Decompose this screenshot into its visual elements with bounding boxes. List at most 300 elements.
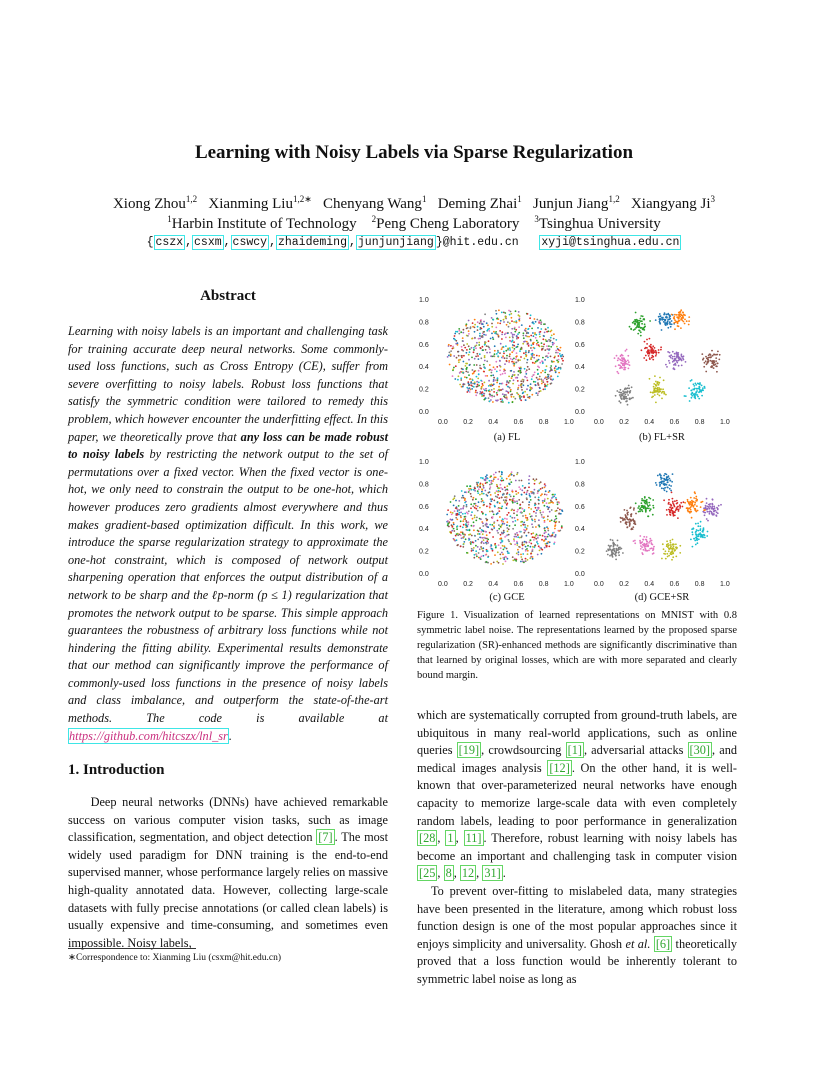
citation-link[interactable]: [25 (419, 866, 436, 881)
scatter-point (522, 548, 524, 550)
scatter-point (514, 544, 516, 546)
scatter-point (519, 320, 521, 322)
scatter-point (515, 346, 517, 348)
scatter-point (449, 364, 451, 366)
scatter-point (478, 344, 480, 346)
scatter-point (711, 362, 713, 364)
scatter-point (544, 487, 546, 489)
citation-link[interactable]: 11] (465, 831, 482, 846)
scatter-point (521, 389, 523, 391)
scatter-point (644, 348, 646, 350)
scatter-point (519, 395, 521, 397)
scatter-point (511, 320, 513, 322)
scatter-point (528, 532, 530, 534)
scatter-point (492, 536, 494, 538)
scatter-point (533, 323, 535, 325)
scatter-point (681, 317, 683, 319)
email-link[interactable]: junjunjiang (357, 236, 434, 249)
scatter-point (659, 395, 661, 397)
scatter-point (479, 548, 481, 550)
scatter-point (490, 563, 492, 565)
scatter-point (522, 381, 524, 383)
scatter-point (671, 323, 673, 325)
scatter-point (548, 374, 550, 376)
scatter-point (626, 517, 628, 519)
scatter-point (693, 396, 695, 398)
scatter-point (512, 528, 514, 530)
scatter-point (506, 384, 508, 386)
scatter-point (503, 353, 505, 355)
scatter-point (644, 326, 646, 328)
scatter-point (450, 354, 452, 356)
code-link[interactable]: https://github.com/hitcszx/lnl_sr (69, 728, 228, 743)
scatter-point (494, 554, 496, 556)
scatter-point (484, 390, 486, 392)
scatter-point (473, 557, 475, 559)
scatter-point (509, 483, 511, 485)
scatter-point (633, 507, 635, 509)
citation-link[interactable]: [19] (458, 743, 480, 758)
scatter-point (458, 514, 460, 516)
scatter-point (646, 499, 648, 501)
scatter-point (659, 377, 661, 379)
citation-link[interactable]: 8 (445, 866, 452, 881)
scatter-point (466, 391, 468, 393)
scatter-point (612, 549, 614, 551)
scatter-point (468, 330, 470, 332)
citation-link[interactable]: [30] (689, 743, 711, 758)
scatter-point (559, 509, 561, 511)
email-link[interactable]: zhaideming (277, 236, 347, 249)
scatter-point (558, 355, 560, 357)
scatter-point (627, 404, 629, 406)
scatter-point (672, 507, 674, 509)
scatter-point (482, 391, 484, 393)
scatter-point (661, 329, 663, 331)
scatter-point (469, 351, 471, 353)
scatter-point (524, 358, 526, 360)
scatter-point (479, 353, 481, 355)
scatter-point (498, 309, 500, 311)
citation-link[interactable]: 31] (484, 866, 501, 881)
scatter-point (493, 395, 495, 397)
citation-link[interactable]: [6] (655, 936, 671, 951)
scatter-point (462, 384, 464, 386)
scatter-point (532, 536, 534, 538)
scatter-point (540, 372, 542, 374)
scatter-point (679, 357, 681, 359)
scatter-point (659, 388, 661, 390)
scatter-point (663, 478, 665, 480)
author: Xiangyang Ji (630, 196, 711, 212)
scatter-point (535, 392, 537, 394)
scatter-point (501, 399, 503, 401)
scatter-point (448, 521, 450, 523)
scatter-point (537, 543, 539, 545)
scatter-point (463, 541, 465, 543)
scatter-point (509, 354, 511, 356)
scatter-point (495, 379, 497, 381)
scatter-point (516, 511, 518, 513)
scatter-point (672, 498, 674, 500)
scatter-point (678, 325, 680, 327)
scatter-point (666, 317, 668, 319)
scatter-point (619, 547, 621, 549)
scatter-point (527, 359, 529, 361)
scatter-point (528, 350, 530, 352)
scatter-point (475, 540, 477, 542)
scatter-point (491, 396, 493, 398)
scatter-point (625, 350, 627, 352)
scatter-point (471, 347, 473, 349)
citation-link[interactable]: 12 (461, 866, 475, 881)
scatter-point (709, 508, 711, 510)
scatter-point (651, 349, 653, 351)
scatter-point (536, 344, 538, 346)
citation-link[interactable]: [12] (549, 760, 570, 775)
scatter-point (526, 491, 528, 493)
scatter-point (481, 489, 483, 491)
tick-label: 0.8 (419, 319, 429, 327)
author: Xiong Zhou (112, 196, 186, 212)
scatter-point (536, 340, 538, 342)
scatter-point (703, 358, 705, 360)
scatter-point (664, 484, 666, 486)
scatter-point (649, 504, 651, 506)
scatter-panel (575, 297, 730, 426)
scatter-point (462, 508, 464, 510)
scatter-point (678, 312, 680, 314)
scatter-point (497, 355, 499, 357)
tick-label: 0.2 (575, 386, 585, 394)
scatter-point (640, 331, 642, 333)
scatter-point (643, 357, 645, 359)
scatter-point (507, 551, 509, 553)
paper-title: Learning with Noisy Labels via Sparse Regularization (194, 142, 634, 163)
citation-link[interactable]: 1 (447, 831, 454, 846)
scatter-point (516, 500, 518, 502)
scatter-point (528, 501, 530, 503)
scatter-point (481, 541, 483, 543)
scatter-point (659, 313, 661, 315)
scatter-point (631, 386, 633, 388)
scatter-point (679, 545, 681, 547)
scatter-point (547, 348, 549, 350)
scatter-point (448, 344, 450, 346)
scatter-point (519, 372, 521, 374)
scatter-point (509, 494, 511, 496)
scatter-point (529, 475, 531, 477)
scatter-point (456, 533, 458, 535)
scatter-point (512, 347, 514, 349)
scatter-point (520, 556, 522, 558)
scatter-point (528, 483, 530, 485)
scatter-point (704, 362, 706, 364)
scatter-point (470, 493, 472, 495)
scatter-point (676, 362, 678, 364)
scatter-point (498, 524, 500, 526)
scatter-point (530, 499, 532, 501)
scatter-point (453, 367, 455, 369)
scatter-point (701, 535, 703, 537)
scatter-point (508, 310, 510, 312)
scatter-point (510, 358, 512, 360)
tick-label: 1.0 (419, 459, 429, 466)
scatter-point (708, 511, 710, 513)
scatter-point (508, 528, 510, 530)
scatter-point (618, 391, 620, 393)
scatter-point (623, 358, 625, 360)
scatter-point (513, 350, 515, 352)
scatter-point (532, 532, 534, 534)
scatter-point (461, 497, 463, 499)
scatter-point (706, 506, 708, 508)
scatter-point (499, 507, 501, 509)
scatter-point (561, 358, 563, 360)
scatter-point (460, 517, 462, 519)
scatter-point (666, 366, 668, 368)
scatter-point (494, 492, 496, 494)
scatter-point (692, 527, 694, 529)
scatter-point (485, 397, 487, 399)
scatter-point (542, 357, 544, 359)
tick-label: 1.0 (575, 459, 585, 466)
scatter-point (526, 519, 528, 521)
scatter-point (709, 503, 711, 505)
tick-label: 0.4 (644, 419, 655, 426)
scatter-point (462, 527, 464, 529)
scatter-point (542, 535, 544, 537)
scatter-point (511, 393, 513, 395)
scatter-point (483, 539, 485, 541)
scatter-point (477, 355, 479, 357)
scatter-point (501, 348, 503, 350)
scatter-point (476, 376, 478, 378)
scatter-point (453, 355, 455, 357)
scatter-point (657, 475, 659, 477)
scatter-point (686, 320, 688, 322)
scatter-point (465, 365, 467, 367)
scatter-point (500, 547, 502, 549)
scatter-point (466, 485, 468, 487)
scatter-point (515, 534, 517, 536)
scatter-point (494, 477, 496, 479)
scatter-point (462, 337, 464, 339)
scatter-point (649, 538, 651, 540)
scatter-point (468, 359, 470, 361)
scatter-point (540, 378, 542, 380)
scatter-point (495, 331, 497, 333)
scatter-point (475, 508, 477, 510)
scatter-point (616, 549, 618, 551)
citation-link[interactable]: [7] (318, 830, 333, 845)
scatter-point (489, 480, 491, 482)
scatter-point (527, 385, 529, 387)
scatter-point (507, 386, 509, 388)
scatter-point (699, 525, 701, 527)
scatter-point (468, 491, 470, 493)
citation-link[interactable]: [1] (567, 743, 582, 758)
scatter-point (500, 526, 502, 528)
scatter-point (463, 534, 465, 536)
scatter-point (489, 484, 491, 486)
scatter-point (477, 384, 479, 386)
scatter-point (662, 388, 664, 390)
scatter-point (470, 496, 472, 498)
scatter-point (448, 355, 450, 357)
email-link[interactable]: csxm (194, 236, 222, 249)
email-link[interactable]: xyji@tsinghua.edu.cn (541, 236, 680, 249)
scatter-point (656, 391, 658, 393)
scatter-point (496, 484, 498, 486)
scatter-point (483, 321, 485, 323)
scatter-point (546, 494, 548, 496)
scatter-point (521, 535, 523, 537)
scatter-point (505, 394, 507, 396)
scatter-point (705, 505, 707, 507)
scatter-point (550, 378, 552, 380)
scatter-point (673, 360, 675, 362)
scatter-point (518, 394, 520, 396)
scatter-point (679, 506, 681, 508)
scatter-point (479, 335, 481, 337)
scatter-point (548, 339, 550, 341)
scatter-point (514, 536, 516, 538)
scatter-point (660, 346, 662, 348)
scatter-point (614, 544, 616, 546)
scatter-point (500, 389, 502, 391)
scatter-point (645, 511, 647, 513)
scatter-point (459, 384, 461, 386)
scatter-point (532, 558, 534, 560)
scatter-point (510, 481, 512, 483)
scatter-point (544, 349, 546, 351)
scatter-point (662, 481, 664, 483)
scatter-point (485, 518, 487, 520)
scatter-point (527, 332, 529, 334)
scatter-point (490, 544, 492, 546)
scatter-point (452, 348, 454, 350)
scatter-point (531, 353, 533, 355)
scatter-point (695, 511, 697, 513)
scatter-point (461, 346, 463, 348)
scatter-point (483, 502, 485, 504)
scatter-point (540, 331, 542, 333)
scatter-point (669, 321, 671, 323)
scatter-point (529, 317, 531, 319)
scatter-point (508, 541, 510, 543)
scatter-point (609, 555, 611, 557)
email-link[interactable]: cswcy (232, 236, 268, 249)
scatter-point (536, 478, 538, 480)
scatter-point (650, 344, 652, 346)
scatter-point (540, 328, 542, 330)
scatter-point (537, 392, 539, 394)
scatter-point (693, 383, 695, 385)
scatter-point (533, 374, 535, 376)
scatter-point (498, 386, 500, 388)
scatter-point (482, 537, 484, 539)
scatter-point (470, 503, 472, 505)
scatter-point (514, 348, 516, 350)
scatter-point (488, 380, 490, 382)
scatter-point (513, 374, 515, 376)
scatter-point (619, 548, 621, 550)
scatter-point (519, 537, 521, 539)
scatter-point (700, 521, 702, 523)
scatter-point (674, 515, 676, 517)
scatter-point (511, 517, 513, 519)
scatter-point (465, 371, 467, 373)
scatter-point (524, 487, 526, 489)
scatter-point (544, 388, 546, 390)
scatter-point (695, 384, 697, 386)
scatter-point (670, 548, 672, 550)
scatter-point (497, 478, 499, 480)
scatter-point (666, 540, 668, 542)
citation-link[interactable]: [28 (419, 831, 436, 846)
scatter-point (684, 395, 686, 397)
tick-label: 0.0 (594, 419, 604, 426)
scatter-point (503, 549, 505, 551)
scatter-point (458, 505, 460, 507)
scatter-point (477, 378, 479, 380)
scatter-point (716, 371, 718, 373)
scatter-point (529, 325, 531, 327)
scatter-point (486, 534, 488, 536)
scatter-point (462, 495, 464, 497)
scatter-point (622, 390, 624, 392)
scatter-point (534, 318, 536, 320)
scatter-point (477, 539, 479, 541)
scatter-point (490, 399, 492, 401)
scatter-point (512, 521, 514, 523)
scatter-point (516, 322, 518, 324)
scatter-point (504, 556, 506, 558)
scatter-point (474, 331, 476, 333)
scatter-point (525, 546, 527, 548)
scatter-point (628, 361, 630, 363)
scatter-point (491, 510, 493, 512)
scatter-panel (419, 459, 574, 588)
scatter-point (693, 538, 695, 540)
scatter-point (510, 389, 512, 391)
scatter-point (506, 535, 508, 537)
scatter-point (548, 345, 550, 347)
scatter-point (471, 338, 473, 340)
scatter-point (551, 497, 553, 499)
scatter-point (697, 396, 699, 398)
scatter-point (663, 548, 665, 550)
scatter-point (486, 322, 488, 324)
scatter-point (459, 512, 461, 514)
scatter-point (534, 537, 536, 539)
scatter-point (637, 333, 639, 335)
scatter-point (529, 496, 531, 498)
scatter-point (516, 542, 518, 544)
scatter-point (680, 327, 682, 329)
scatter-point (711, 512, 713, 514)
scatter-point (457, 544, 459, 546)
scatter-point (652, 499, 654, 501)
scatter-point (510, 515, 512, 517)
scatter-point (677, 321, 679, 323)
email-link[interactable]: cszx (155, 236, 184, 249)
scatter-point (648, 550, 650, 552)
scatter-point (518, 499, 520, 501)
scatter-point (551, 509, 553, 511)
scatter-point (462, 513, 464, 515)
